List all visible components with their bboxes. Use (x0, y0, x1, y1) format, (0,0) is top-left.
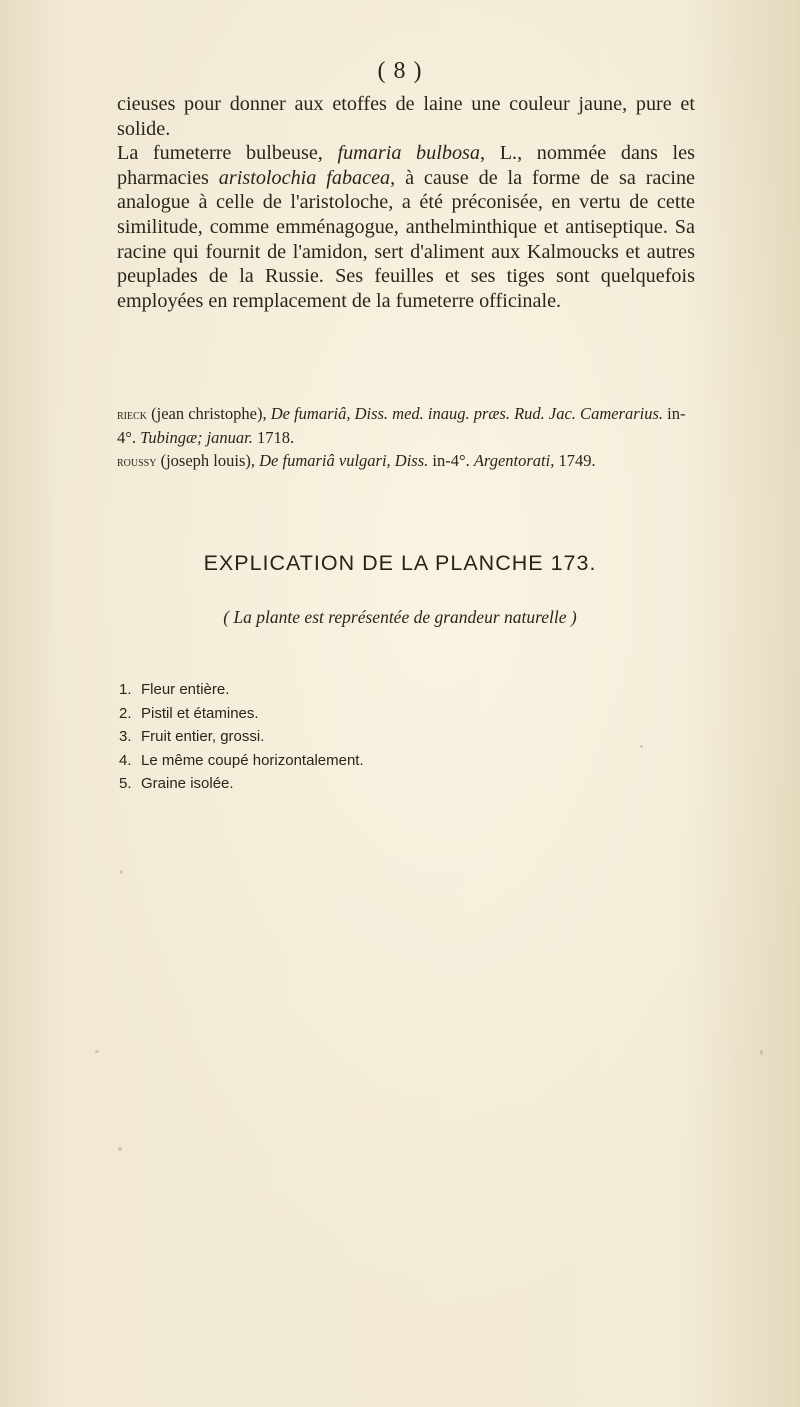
reference-place: Argentorati, (473, 451, 555, 470)
legend-text: Fleur entière. (141, 681, 230, 698)
reference-title: De fumariâ vulgari, Diss. (259, 451, 429, 470)
reference-format: in-4°. (428, 451, 474, 470)
page-number: ( 8 ) (377, 58, 423, 84)
paragraph-2-latin-name-2: aristolochia fabacea (218, 166, 391, 189)
plate-legend (119, 678, 519, 796)
reference-author: roussy (117, 455, 157, 470)
paper-speck (120, 870, 123, 874)
reference-year: 1749. (554, 451, 596, 470)
legend-text: Pistil et étamines. (141, 704, 259, 722)
paper-speck (760, 1050, 763, 1055)
legend-item (119, 702, 519, 726)
reference-year: 1718. (252, 428, 295, 447)
legend-number: 3. (119, 728, 132, 745)
paragraph-2 (117, 141, 695, 313)
body-text (117, 92, 695, 313)
reference-title: De fumariâ, Diss. med. inaug. præs. Rud. Jac. Camerarius. (270, 404, 664, 423)
paper-speck (95, 1050, 99, 1053)
reference-text: (joseph louis), (156, 451, 260, 470)
references (117, 403, 697, 475)
paragraph-2-text-2: , L., nommée dans les pharmacies (117, 142, 695, 189)
legend-number: 1. (119, 681, 132, 698)
legend-number: 5. (119, 775, 132, 792)
legend-item (119, 725, 519, 749)
paragraph-1-text: cieuses pour donner aux etoffes de laine une couleur jaune, pure et solide. (117, 93, 695, 140)
reference-text: (jean christophe), (147, 404, 271, 423)
plate-note: ( La plante est représentée de grandeur naturelle ) (223, 607, 577, 627)
legend-text: Le même coupé horizontalement. (141, 751, 364, 769)
legend-text: Graine isolée. (141, 775, 234, 792)
legend-number: 2. (119, 704, 132, 722)
paper-speck (640, 745, 643, 748)
legend-item (119, 678, 519, 702)
reference-place: Tubingæ; januar. (140, 428, 253, 447)
reference-format: in-4°. (117, 404, 686, 447)
legend-text: Fruit entier, grossi. (141, 728, 265, 745)
paragraph-1 (117, 92, 695, 141)
reference-item (117, 450, 697, 474)
paper-speck (118, 1147, 122, 1151)
paragraph-2-latin-name-1: fumaria bulbosa (337, 142, 480, 165)
section-title: EXPLICATION DE LA PLANCHE 173. (203, 551, 597, 575)
reference-author: rieck (117, 408, 147, 423)
legend-number: 4. (119, 751, 132, 769)
legend-item (119, 749, 519, 773)
legend-item (119, 772, 519, 796)
paragraph-2-text-1: La fumeterre bulbeuse, (117, 142, 338, 165)
paragraph-2-text-3: , à cause de la forme de sa racine analogue à celle de l'aristoloche, a été préconisée, en vertu de cette similitude, comme emménagogue, anthelminthique et antiseptique. Sa racine qui fournit de l'amidon, sert d'aliment aux Kalmoucks et autres peuplades de la Russie. Ses feuilles et ses tiges sont quelquefois employées en remplacement de la fumeterre officinale. (117, 166, 695, 312)
reference-item (117, 403, 697, 449)
